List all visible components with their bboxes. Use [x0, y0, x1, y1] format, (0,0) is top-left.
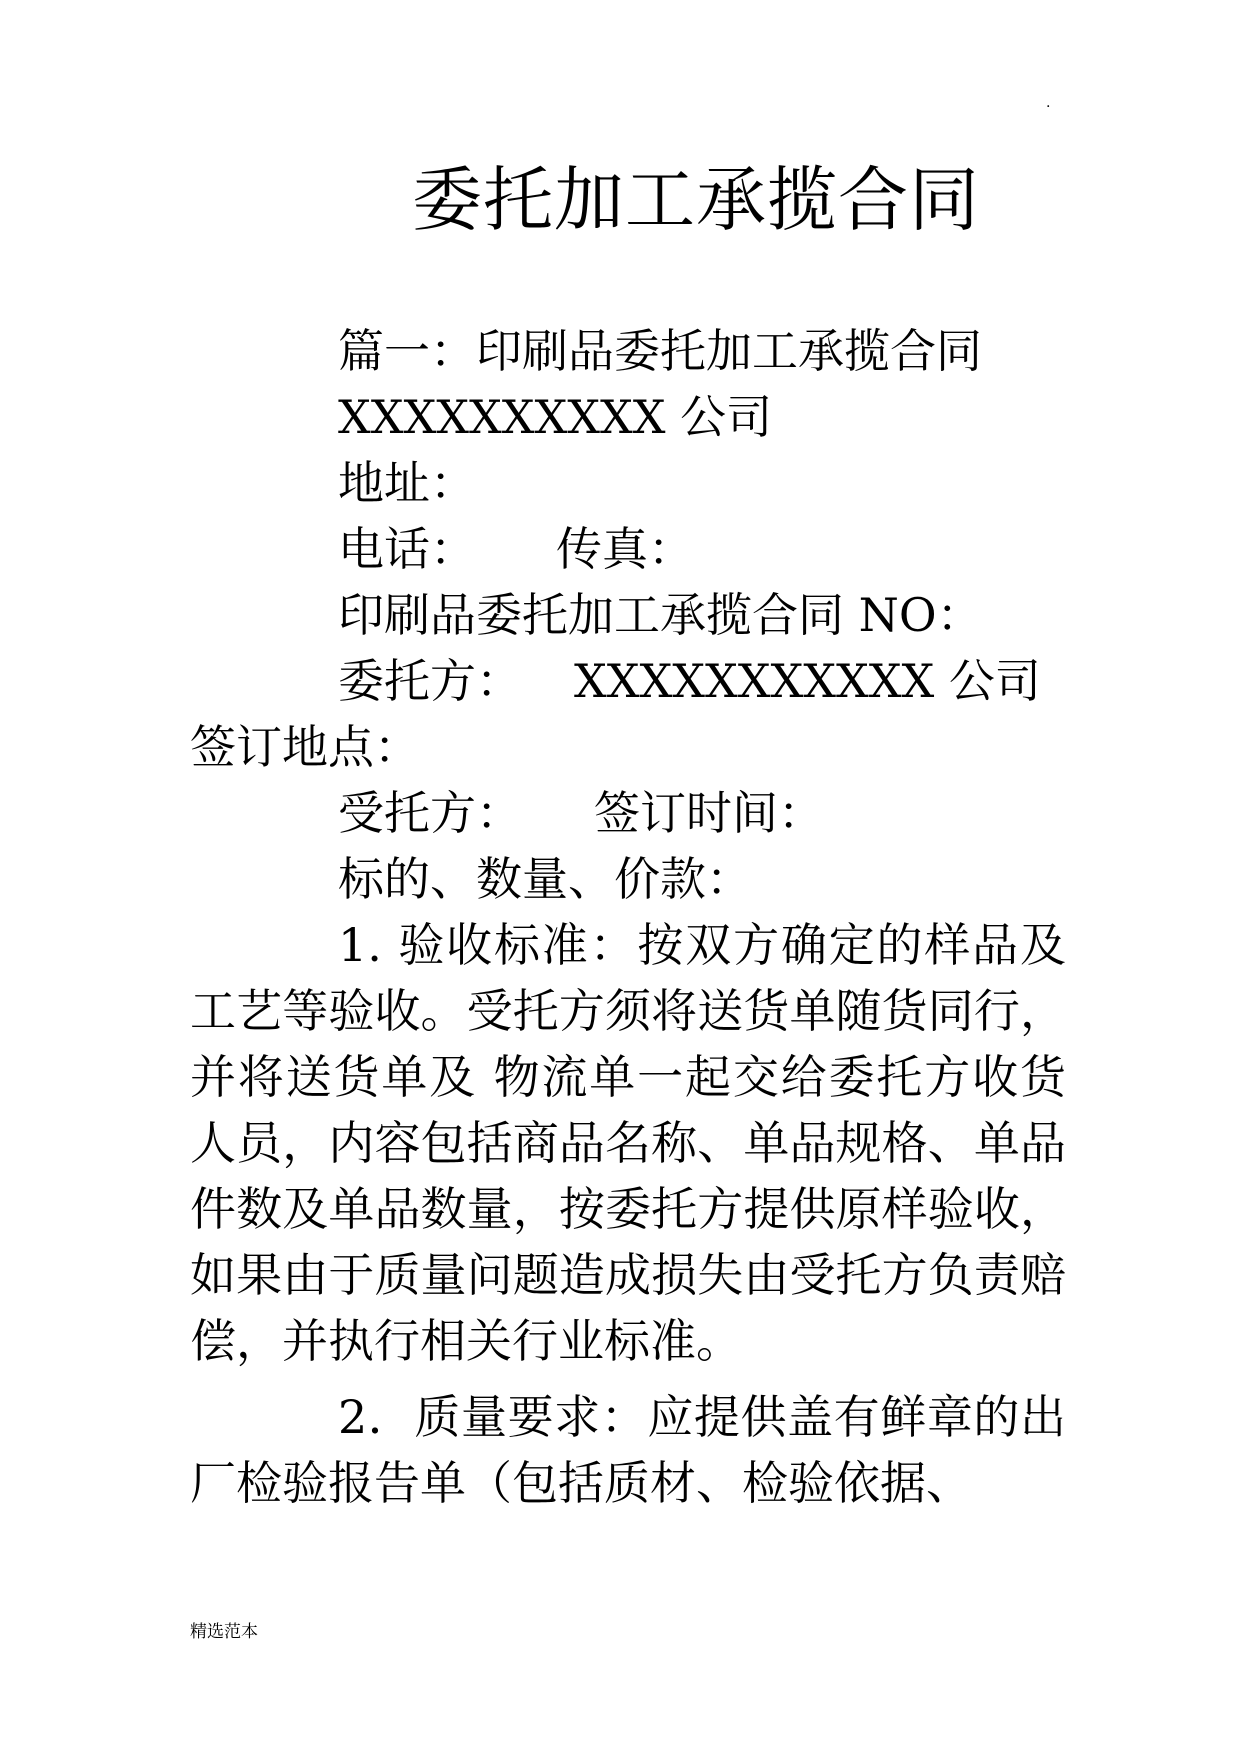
fax-label: 传真： — [556, 522, 694, 576]
trustee-label: 受托方： — [338, 786, 522, 840]
corner-mark: . — [1046, 95, 1051, 111]
client-label: 委托方： — [338, 654, 522, 708]
trustee-line — [190, 780, 1066, 846]
chapter-heading: 篇一：印刷品委托加工承揽合同 — [338, 324, 982, 378]
clause-quality-requirement: 2．质量要求：应提供盖有鲜章的出厂检验报告单（包括质材、检验依据、 — [190, 1390, 1066, 1510]
client-line — [190, 648, 1066, 714]
sign-place-line: 签订地点： — [190, 720, 420, 774]
clause-acceptance-standard: 1. 验收标准：按双方确定的样品及工艺等验收。受托方须将送货单随货同行，并将送货单及 物流单一起交给委托方收货人员，内容包括商品名称、单品规格、单品件数及单品数量，按委托方提供原样验收，如果由于质量问题造成损失由受托方负责赔偿，并执行相关行业标准。 — [190, 918, 1066, 1368]
phone-label: 电话： — [338, 522, 476, 576]
contract-number-line: 印刷品委托加工承揽合同 NO： — [338, 588, 983, 642]
company-line: XXXXXXXXXX 公司 — [338, 390, 773, 444]
footer-note: 精选范本 — [190, 1622, 258, 1642]
subject-line: 标的、数量、价款： — [338, 852, 752, 906]
address-line: 地址： — [338, 456, 476, 510]
document-title: 委托加工承揽合同 — [412, 159, 980, 241]
document-body — [190, 318, 1066, 1516]
client-company: XXXXXXXXXXX 公司 — [574, 654, 1041, 708]
sign-time-label: 签订时间： — [594, 786, 824, 840]
phone-fax-line — [190, 516, 1066, 582]
